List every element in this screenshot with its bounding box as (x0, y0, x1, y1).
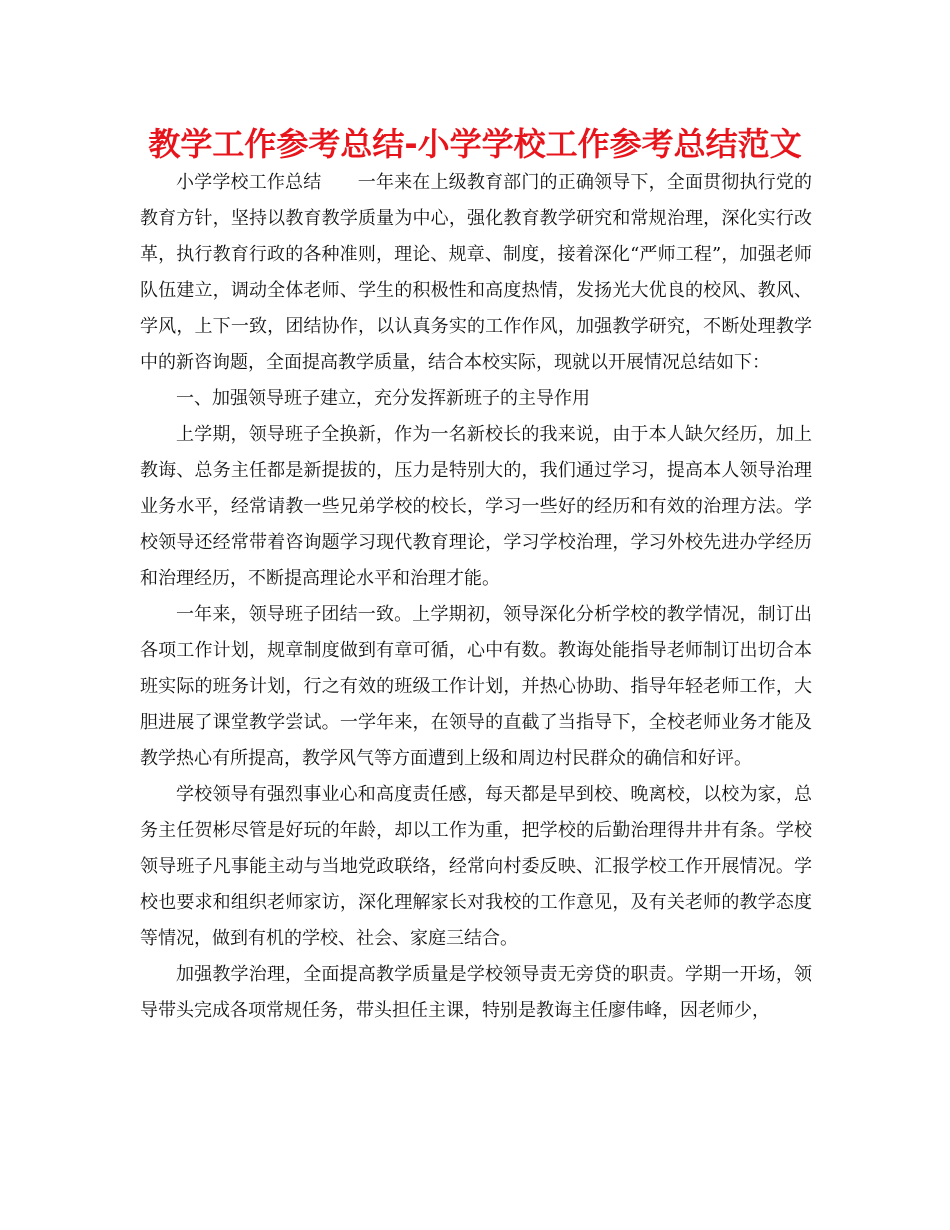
paragraph-leadership-unity: 一年来，领导班子团结一致。上学期初，领导深化分析学校的教学情况，制订出各项工作计划，规章制度做到有章可循，心中有数。教诲处能指导老师制订出切合本班实际的班务计划，行之有效的班级工作计划，并热心协助、指导年轻老师工作，大胆进展了课堂教学尝试。一学年来，在领导的直截了当指导下，全校老师业务才能及教学热心有所提高，教学风气等方面遭到上级和周边村民群众的确信和好评。 (140, 604, 812, 769)
document-title: 教学工作参考总结-小学学校工作参考总结范文 (148, 125, 802, 163)
paragraph-leadership-responsibility: 学校领导有强烈事业心和高度责任感，每天都是早到校、晚离校，以校为家，总务主任贺彬尽管是好玩的年龄，却以工作为重，把学校的后勤治理得井井有条。学校领导班子凡事能主动与当地党政联络，经常向村委反映、汇报学校工作开展情况。学校也要求和组织老师家访，深化理解家长对我校的工作意见，及有关老师的教学态度等情况，做到有机的学校、社会、家庭三结合。 (140, 784, 812, 949)
paragraph-intro: 小学学校工作总结 一年来在上级教育部门的正确领导下，全面贯彻执行党的教育方针，坚持以教育教学质量为中心，强化教育教学研究和常规治理，深化实行改革，执行教育行政的各种准则，理论、规章、制度，接着深化“严师工程”，加强老师队伍建立，调动全体老师、学生的积极性和高度热情，发扬光大优良的校风、教风、学风，上下一致，团结协作，以认真务实的工作作风，加强教学研究，不断处理教学中的新咨询题，全面提高教学质量，结合本校实际，现就以开展情况总结如下： (140, 172, 812, 373)
paragraph-teaching-management: 加强教学治理，全面提高教学质量是学校领导责无旁贷的职责。学期一开场，领导带头完成各项常规任务，带头担任主课，特别是教诲主任廖伟峰，因老师少， (140, 964, 812, 1021)
document-body (140, 165, 812, 1029)
section-heading-1: 一、加强领导班子建立，充分发挥新班子的主导作用 (176, 388, 590, 409)
paragraph-leadership-learning: 上学期，领导班子全换新，作为一名新校长的我来说，由于本人缺欠经历，加上教诲、总务主任都是新提拔的，压力是特别大的，我们通过学习，提高本人领导治理业务水平，经常请教一些兄弟学校的校长，学习一些好的经历和有效的治理方法。学校领导还经常带着咨询题学习现代教育理论，学习学校治理，学习外校先进办学经历和治理经历，不断提高理论水平和治理才能。 (140, 424, 812, 589)
